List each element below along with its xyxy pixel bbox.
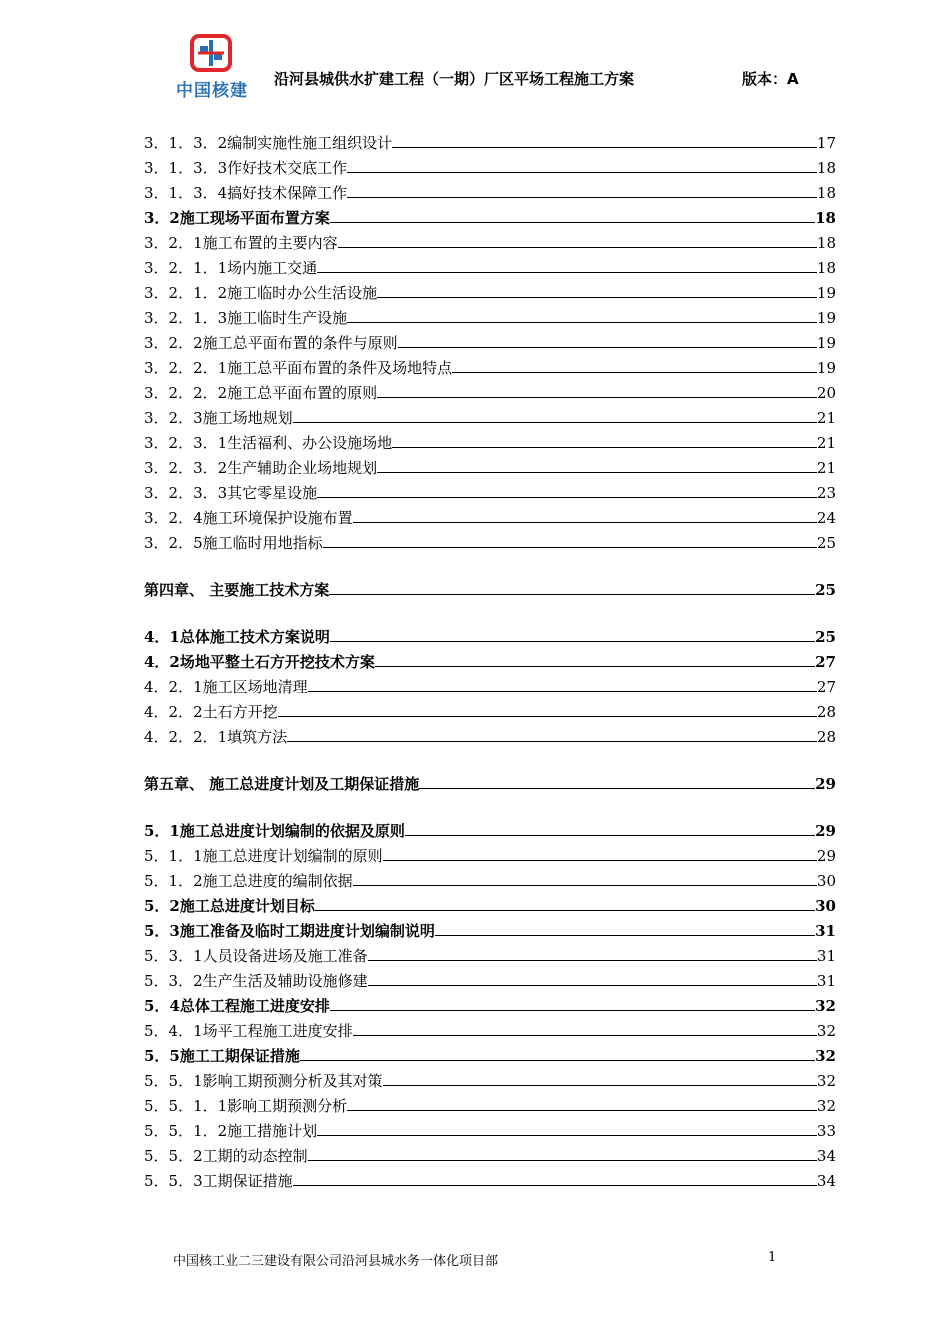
toc-leader-line [293, 1184, 817, 1186]
toc-entry-title: 3．2．3施工场地规划 [144, 409, 293, 427]
toc-entry[interactable] [144, 427, 836, 452]
toc-leader-line [330, 640, 815, 642]
toc-entry[interactable] [144, 840, 836, 865]
toc-entry-title: 5．2施工总进度计划目标 [144, 897, 315, 915]
toc-entry-page: 34 [816, 1147, 836, 1165]
toc-entry-title: 5．3施工准备及临时工期进度计划编制说明 [144, 922, 435, 940]
toc-entry-page: 24 [816, 509, 836, 527]
toc-entry-title: 5．4总体工程施工进度安排 [144, 997, 330, 1015]
toc-entry-page: 29 [815, 775, 836, 793]
toc-entry[interactable] [144, 940, 836, 965]
toc-entry-title: 3．2．4施工环境保护设施布置 [144, 509, 353, 527]
toc-entry-page: 18 [815, 209, 836, 227]
toc-entry-page: 25 [816, 534, 836, 552]
toc-entry[interactable] [144, 202, 836, 227]
toc-entry[interactable] [144, 1065, 836, 1090]
document-title: 沿河县城供水扩建工程（一期）厂区平场工程施工方案 [274, 70, 635, 88]
toc-entry-title: 3．2．2．2施工总平面布置的原则 [144, 384, 378, 402]
toc-entry-title: 4．2场地平整土石方开挖技术方案 [144, 653, 375, 671]
toc-leader-line [317, 1134, 817, 1136]
toc-leader-line [392, 446, 817, 448]
toc-entry-title: 5．1施工总进度计划编制的依据及原则 [144, 822, 405, 840]
toc-entry-page: 25 [815, 628, 836, 646]
toc-entry-page: 25 [815, 581, 836, 599]
toc-entry-title: 3．2．1．1场内施工交通 [144, 259, 318, 277]
toc-leader-line [308, 1159, 817, 1161]
toc-entry[interactable] [144, 1040, 836, 1065]
toc-entry[interactable] [144, 1140, 836, 1165]
toc-entry-page: 18 [816, 184, 836, 202]
toc-entry[interactable] [144, 1015, 836, 1040]
toc-leader-line [338, 246, 817, 248]
toc-entry-title: 3．1．3．2编制实施性施工组织设计 [144, 134, 393, 152]
toc-leader-line [452, 371, 817, 373]
toc-entry-page: 18 [816, 234, 836, 252]
toc-entry-page: 28 [816, 728, 836, 746]
toc-entry[interactable] [144, 527, 836, 552]
toc-entry-page: 17 [816, 134, 836, 152]
toc-entry-page: 19 [816, 334, 836, 352]
toc-entry-page: 28 [816, 703, 836, 721]
toc-entry[interactable] [144, 696, 836, 721]
toc-entry-page: 18 [816, 259, 836, 277]
toc-entry[interactable] [144, 1165, 836, 1190]
toc-entry-title: 5．5．1．2施工措施计划 [144, 1122, 318, 1140]
toc-entry-title: 3．2．3．1生活福利、办公设施场地 [144, 434, 393, 452]
toc-entry-title: 5．5．3工期保证措施 [144, 1172, 293, 1190]
toc-entry-page: 32 [816, 1072, 836, 1090]
toc-entry[interactable] [144, 402, 836, 427]
toc-leader-line [330, 1009, 815, 1011]
table-of-contents [144, 127, 836, 1190]
toc-entry[interactable] [144, 327, 836, 352]
toc-entry-title: 第四章、 主要施工技术方案 [144, 581, 330, 599]
toc-entry-title: 4．1总体施工技术方案说明 [144, 628, 330, 646]
toc-leader-line [368, 984, 817, 986]
document-version: 版本：A [742, 70, 799, 88]
toc-entry-title: 3．2．3．2生产辅助企业场地规划 [144, 459, 378, 477]
toc-leader-line [375, 665, 815, 667]
toc-entry-page: 23 [816, 484, 836, 502]
toc-entry-page: 18 [816, 159, 836, 177]
toc-entry[interactable] [144, 177, 836, 202]
toc-leader-line [353, 884, 817, 886]
toc-entry[interactable] [144, 502, 836, 527]
toc-entry-page: 32 [816, 1097, 836, 1115]
toc-leader-line [435, 934, 815, 936]
toc-entry-page: 20 [816, 384, 836, 402]
toc-entry[interactable] [144, 377, 836, 402]
toc-entry[interactable] [144, 1090, 836, 1115]
toc-leader-line [315, 909, 815, 911]
toc-leader-line [353, 1034, 817, 1036]
toc-leader-line [347, 1109, 817, 1111]
toc-leader-line [330, 221, 815, 223]
toc-entry-page: 19 [816, 284, 836, 302]
toc-entry[interactable] [144, 227, 836, 252]
toc-entry-page: 32 [815, 997, 836, 1015]
toc-leader-line [405, 834, 815, 836]
toc-entry[interactable] [144, 152, 836, 177]
toc-entry-page: 21 [816, 459, 836, 477]
toc-entry-title: 3．2．2施工总平面布置的条件与原则 [144, 334, 398, 352]
toc-entry[interactable] [144, 302, 836, 327]
toc-entry[interactable] [144, 277, 836, 302]
toc-entry-page: 21 [816, 434, 836, 452]
toc-chapter-entry[interactable] [144, 574, 836, 599]
toc-entry-title: 5．1．2施工总进度的编制依据 [144, 872, 353, 890]
toc-leader-line [419, 787, 815, 789]
toc-entry-title: 第五章、 施工总进度计划及工期保证措施 [144, 775, 420, 793]
toc-leader-line [392, 146, 817, 148]
toc-entry-page: 19 [816, 359, 836, 377]
toc-leader-line [317, 496, 817, 498]
toc-leader-line [398, 346, 817, 348]
toc-leader-line [347, 321, 817, 323]
toc-entry[interactable] [144, 890, 836, 915]
toc-entry-page: 27 [816, 678, 836, 696]
toc-entry-title: 5．5．1影响工期预测分析及其对策 [144, 1072, 383, 1090]
toc-leader-line [353, 521, 817, 523]
toc-entry-page: 33 [816, 1122, 836, 1140]
toc-entry-title: 3．2．1．3施工临时生产设施 [144, 309, 348, 327]
toc-leader-line [287, 740, 817, 742]
toc-leader-line [377, 396, 817, 398]
page-header [0, 0, 950, 120]
toc-entry-page: 30 [816, 872, 836, 890]
toc-entry-title: 5．5施工工期保证措施 [144, 1047, 300, 1065]
toc-leader-line [329, 593, 815, 595]
toc-entry-title: 3．2．2．1施工总平面布置的条件及场地特点 [144, 359, 453, 377]
toc-entry[interactable] [144, 671, 836, 696]
toc-entry-title: 5．3．2生产生活及辅助设施修建 [144, 972, 368, 990]
toc-entry-page: 19 [816, 309, 836, 327]
toc-leader-line [278, 715, 817, 717]
cnec-logo-icon [190, 34, 232, 72]
toc-entry-title: 3．2．1施工布置的主要内容 [144, 234, 338, 252]
toc-entry[interactable] [144, 127, 836, 152]
toc-leader-line [308, 690, 817, 692]
toc-entry[interactable] [144, 452, 836, 477]
toc-chapter-entry[interactable] [144, 768, 836, 793]
toc-entry-page: 32 [816, 1022, 836, 1040]
company-logo [168, 34, 256, 100]
toc-entry-page: 32 [815, 1047, 836, 1065]
toc-leader-line [347, 196, 817, 198]
toc-entry-page: 29 [816, 847, 836, 865]
toc-entry[interactable] [144, 477, 836, 502]
toc-entry-page: 21 [816, 409, 836, 427]
toc-entry[interactable] [144, 1115, 836, 1140]
toc-entry-title: 4．2．2．1填筑方法 [144, 728, 288, 746]
toc-entry-title: 5．5．1．1影响工期预测分析 [144, 1097, 348, 1115]
toc-leader-line [377, 471, 817, 473]
toc-entry[interactable] [144, 990, 836, 1015]
toc-entry-page: 34 [816, 1172, 836, 1190]
toc-entry-title: 3．2．1．2施工临时办公生活设施 [144, 284, 378, 302]
toc-entry[interactable] [144, 621, 836, 646]
toc-entry-title: 5．4．1场平工程施工进度安排 [144, 1022, 353, 1040]
toc-entry-title: 3．1．3．3作好技术交底工作 [144, 159, 348, 177]
logo-text: 中国核建 [176, 81, 248, 101]
toc-entry-page: 27 [815, 653, 836, 671]
toc-entry-title: 3．1．3．4搞好技术保障工作 [144, 184, 348, 202]
toc-leader-line [293, 421, 817, 423]
toc-entry-page: 31 [815, 922, 836, 940]
toc-entry[interactable] [144, 352, 836, 377]
toc-leader-line [368, 959, 817, 961]
toc-entry-title: 5．3．1人员设备进场及施工准备 [144, 947, 368, 965]
toc-entry[interactable] [144, 915, 836, 940]
toc-leader-line [377, 296, 817, 298]
toc-entry[interactable] [144, 865, 836, 890]
toc-entry-title: 3．2施工现场平面布置方案 [144, 209, 330, 227]
footer-organization: 中国核工业二三建设有限公司沿河县城水务一体化项目部 [173, 1254, 499, 1269]
toc-leader-line [323, 546, 817, 548]
toc-entry-page: 31 [816, 972, 836, 990]
toc-entry-title: 5．5．2工期的动态控制 [144, 1147, 308, 1165]
toc-leader-line [383, 859, 817, 861]
toc-entry-title: 4．2．1施工区场地清理 [144, 678, 308, 696]
toc-entry-title: 3．2．5施工临时用地指标 [144, 534, 323, 552]
toc-entry[interactable] [144, 252, 836, 277]
toc-entry-title: 5．1．1施工总进度计划编制的原则 [144, 847, 383, 865]
toc-entry[interactable] [144, 646, 836, 671]
toc-entry-title: 4．2．2土石方开挖 [144, 703, 278, 721]
toc-leader-line [300, 1059, 815, 1061]
toc-entry-page: 30 [815, 897, 836, 915]
toc-entry[interactable] [144, 815, 836, 840]
footer-page-number: 1 [768, 1250, 777, 1265]
toc-entry-title: 3．2．3．3其它零星设施 [144, 484, 318, 502]
toc-entry-page: 31 [816, 947, 836, 965]
toc-leader-line [347, 171, 817, 173]
toc-leader-line [383, 1084, 817, 1086]
toc-entry[interactable] [144, 721, 836, 746]
toc-entry[interactable] [144, 965, 836, 990]
toc-leader-line [317, 271, 817, 273]
toc-entry-page: 29 [815, 822, 836, 840]
